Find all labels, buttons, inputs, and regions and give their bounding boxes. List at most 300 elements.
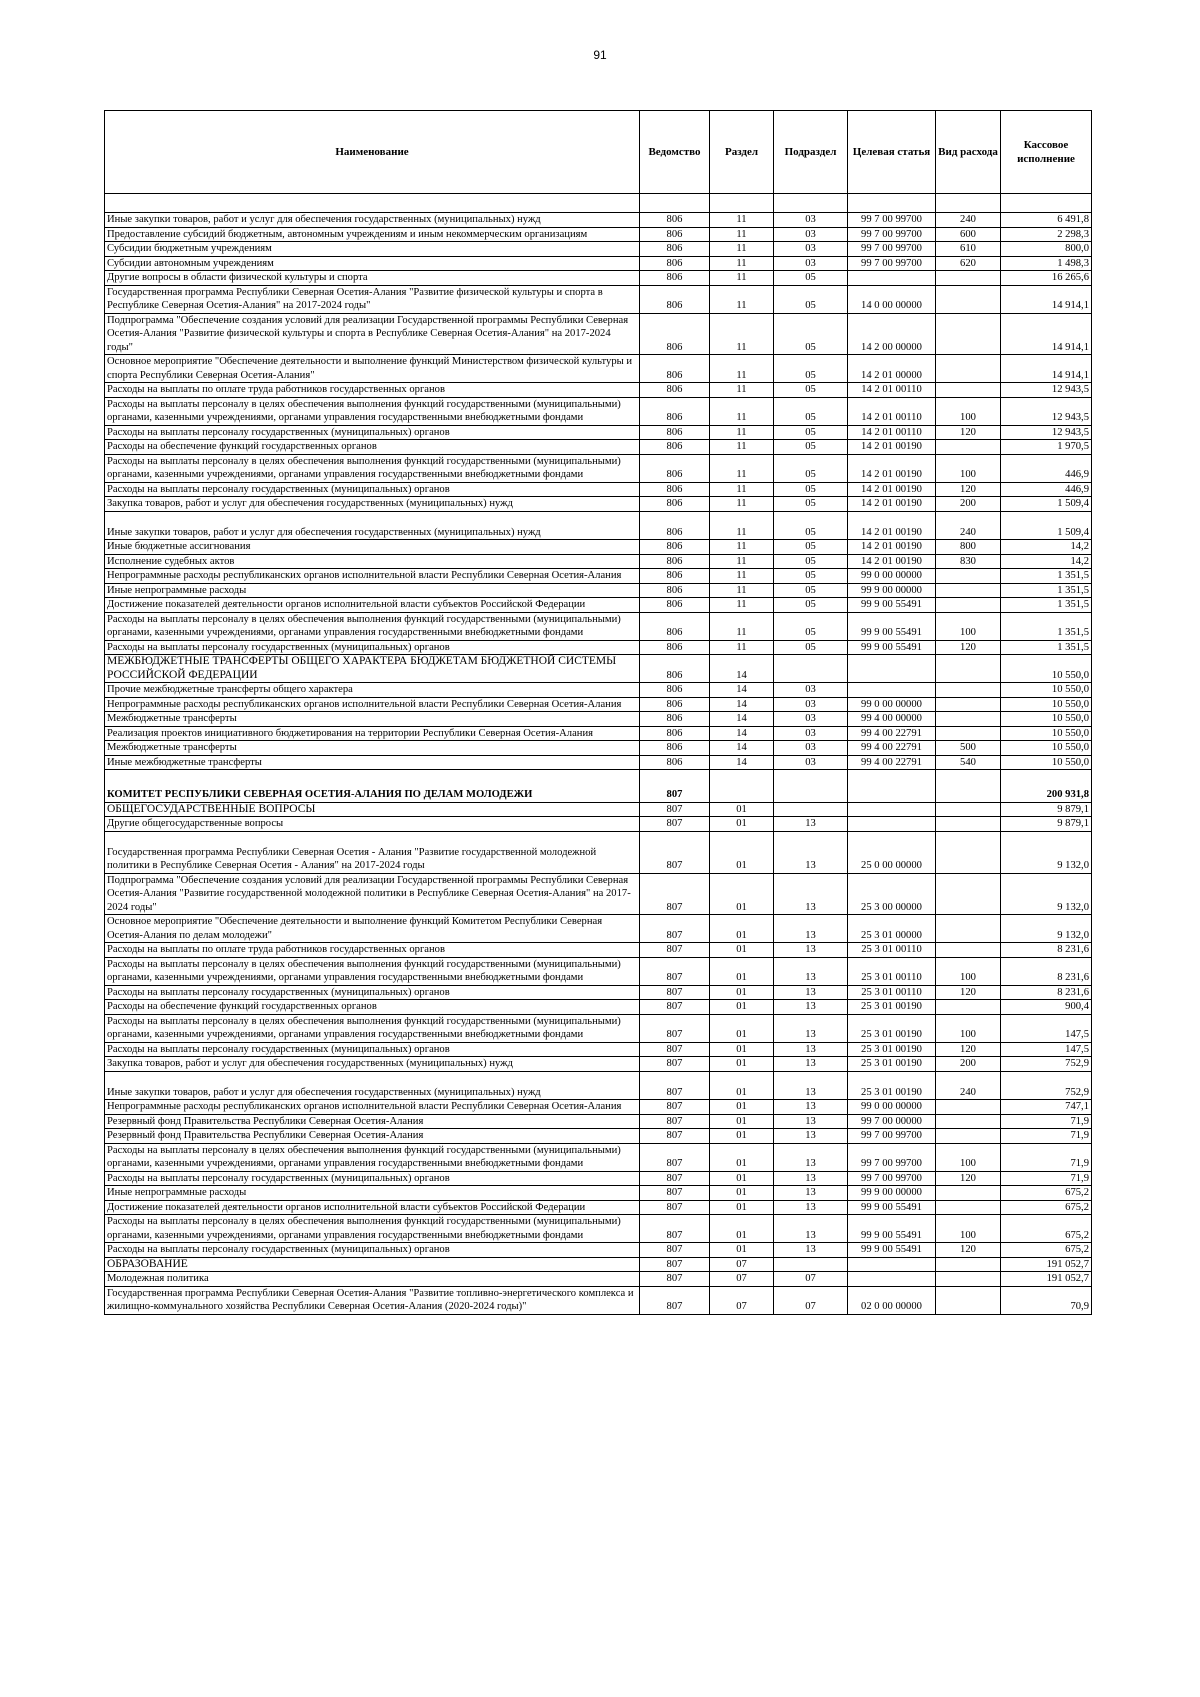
cell-podrazdel: 13 bbox=[774, 1057, 848, 1072]
cell-celevaya-statya: 14 2 01 00190 bbox=[848, 540, 936, 555]
cell-podrazdel: 13 bbox=[774, 1186, 848, 1201]
cell-vedomstvo: 807 bbox=[640, 788, 710, 802]
cell-vid-raskhoda: 100 bbox=[936, 957, 1001, 985]
cell-vid-raskhoda: 500 bbox=[936, 741, 1001, 756]
cell-kassovoe-ispolnenie: 1 351,5 bbox=[1001, 640, 1092, 655]
cell-podrazdel: 13 bbox=[774, 1200, 848, 1215]
cell-razdel: 11 bbox=[710, 397, 774, 425]
cell-kassovoe-ispolnenie: 14 914,1 bbox=[1001, 355, 1092, 383]
cell-podrazdel: 03 bbox=[774, 213, 848, 228]
cell-vid-raskhoda bbox=[936, 598, 1001, 613]
cell-podrazdel: 05 bbox=[774, 271, 848, 286]
table-row bbox=[105, 612, 1092, 640]
cell-name: Расходы на обеспечение функций государственных органов bbox=[105, 1000, 640, 1015]
table-row bbox=[105, 655, 1092, 683]
cell-razdel: 11 bbox=[710, 598, 774, 613]
page-number: 91 bbox=[593, 48, 607, 62]
cell-vid-raskhoda bbox=[936, 1200, 1001, 1215]
cell-celevaya-statya: 99 7 00 99700 bbox=[848, 213, 936, 228]
cell-celevaya-statya: 99 0 00 00000 bbox=[848, 1100, 936, 1115]
table-row bbox=[105, 271, 1092, 286]
cell-podrazdel: 13 bbox=[774, 1100, 848, 1115]
cell-vedomstvo: 806 bbox=[640, 755, 710, 770]
cell-kassovoe-ispolnenie bbox=[1001, 770, 1092, 789]
cell-name: Расходы на выплаты персоналу в целях обеспечения выполнения функций государственными (муниципальными) органами, казенными учреждениями, органами управления государственными внебюджетными фондами bbox=[105, 454, 640, 482]
cell-razdel: 01 bbox=[710, 1000, 774, 1015]
table-row bbox=[105, 1272, 1092, 1287]
header-vid-raskhoda: Вид расхода bbox=[936, 111, 1001, 194]
cell-podrazdel: 05 bbox=[774, 425, 848, 440]
cell-vid-raskhoda bbox=[936, 655, 1001, 683]
table-row bbox=[105, 482, 1092, 497]
cell-vedomstvo: 806 bbox=[640, 397, 710, 425]
cell-celevaya-statya: 99 9 00 00000 bbox=[848, 583, 936, 598]
cell-kassovoe-ispolnenie: 8 231,6 bbox=[1001, 985, 1092, 1000]
cell-vid-raskhoda bbox=[936, 915, 1001, 943]
cell-celevaya-statya: 99 9 00 55491 bbox=[848, 1243, 936, 1258]
cell-celevaya-statya: 25 3 01 00190 bbox=[848, 1014, 936, 1042]
cell-vedomstvo: 807 bbox=[640, 1186, 710, 1201]
cell-vedomstvo: 806 bbox=[640, 655, 710, 683]
table-row bbox=[105, 1200, 1092, 1215]
cell-podrazdel: 05 bbox=[774, 454, 848, 482]
table-row bbox=[105, 213, 1092, 228]
cell-razdel: 11 bbox=[710, 271, 774, 286]
cell-vid-raskhoda bbox=[936, 194, 1001, 213]
cell-name: Расходы на выплаты персоналу государственных (муниципальных) органов bbox=[105, 425, 640, 440]
cell-name: МЕЖБЮДЖЕТНЫЕ ТРАНСФЕРТЫ ОБЩЕГО ХАРАКТЕРА БЮДЖЕТАМ БЮДЖЕТНОЙ СИСТЕМЫ РОССИЙСКОЙ ФЕДЕРАЦИИ bbox=[105, 655, 640, 683]
cell-celevaya-statya: 14 2 01 00190 bbox=[848, 554, 936, 569]
table-row bbox=[105, 425, 1092, 440]
cell-name: Прочие межбюджетные трансферты общего характера bbox=[105, 683, 640, 698]
cell-razdel: 11 bbox=[710, 640, 774, 655]
cell-razdel: 11 bbox=[710, 482, 774, 497]
cell-podrazdel bbox=[774, 770, 848, 789]
cell-name: Расходы на выплаты персоналу государственных (муниципальных) органов bbox=[105, 1243, 640, 1258]
cell-razdel: 11 bbox=[710, 440, 774, 455]
cell-name: Достижение показателей деятельности органов исполнительной власти субъектов Российской Федерации bbox=[105, 1200, 640, 1215]
table-row bbox=[105, 454, 1092, 482]
cell-podrazdel bbox=[774, 802, 848, 817]
cell-vedomstvo: 807 bbox=[640, 1243, 710, 1258]
cell-podrazdel: 05 bbox=[774, 482, 848, 497]
cell-podrazdel: 03 bbox=[774, 256, 848, 271]
cell-podrazdel: 05 bbox=[774, 355, 848, 383]
cell-podrazdel: 13 bbox=[774, 1171, 848, 1186]
cell-podrazdel: 05 bbox=[774, 313, 848, 355]
cell-name: Иные бюджетные ассигнования bbox=[105, 540, 640, 555]
cell-vedomstvo: 807 bbox=[640, 1114, 710, 1129]
cell-podrazdel: 13 bbox=[774, 915, 848, 943]
cell-name: Расходы на выплаты персоналу государственных (муниципальных) органов bbox=[105, 1042, 640, 1057]
cell-kassovoe-ispolnenie: 1 509,4 bbox=[1001, 511, 1092, 540]
cell-podrazdel: 05 bbox=[774, 569, 848, 584]
cell-vid-raskhoda: 600 bbox=[936, 227, 1001, 242]
cell-name: Расходы на выплаты по оплате труда работников государственных органов bbox=[105, 943, 640, 958]
table-row bbox=[105, 1243, 1092, 1258]
cell-celevaya-statya: 99 0 00 00000 bbox=[848, 569, 936, 584]
cell-celevaya-statya: 14 2 01 00110 bbox=[848, 425, 936, 440]
cell-celevaya-statya: 99 7 00 99700 bbox=[848, 1129, 936, 1144]
header-vedomstvo: Ведомство bbox=[640, 111, 710, 194]
cell-vid-raskhoda bbox=[936, 285, 1001, 313]
cell-name bbox=[105, 770, 640, 789]
cell-razdel: 14 bbox=[710, 697, 774, 712]
table-row bbox=[105, 383, 1092, 398]
table-row bbox=[105, 355, 1092, 383]
table-row bbox=[105, 1129, 1092, 1144]
cell-vedomstvo: 806 bbox=[640, 482, 710, 497]
cell-kassovoe-ispolnenie: 900,4 bbox=[1001, 1000, 1092, 1015]
cell-vid-raskhoda bbox=[936, 943, 1001, 958]
cell-kassovoe-ispolnenie: 10 550,0 bbox=[1001, 726, 1092, 741]
cell-vid-raskhoda bbox=[936, 873, 1001, 915]
table-row bbox=[105, 227, 1092, 242]
cell-vid-raskhoda bbox=[936, 1114, 1001, 1129]
cell-celevaya-statya: 99 4 00 22791 bbox=[848, 741, 936, 756]
table-row bbox=[105, 285, 1092, 313]
table-row bbox=[105, 831, 1092, 873]
cell-razdel: 14 bbox=[710, 755, 774, 770]
cell-razdel: 14 bbox=[710, 655, 774, 683]
cell-name: Государственная программа Республики Северная Осетия-Алания "Развитие топливно-энергетического комплекса и жилищно-коммунального хозяйства Республики Северная Осетия-Алания (2020-2024 годы)" bbox=[105, 1286, 640, 1314]
cell-vid-raskhoda bbox=[936, 1272, 1001, 1287]
cell-vid-raskhoda: 540 bbox=[936, 755, 1001, 770]
cell-vedomstvo: 807 bbox=[640, 1215, 710, 1243]
cell-kassovoe-ispolnenie: 1 351,5 bbox=[1001, 598, 1092, 613]
table-row bbox=[105, 1057, 1092, 1072]
table-row bbox=[105, 873, 1092, 915]
cell-kassovoe-ispolnenie: 71,9 bbox=[1001, 1129, 1092, 1144]
cell-name: Непрограммные расходы республиканских органов исполнительной власти Республики Северная Осетия-Алания bbox=[105, 697, 640, 712]
cell-vid-raskhoda bbox=[936, 1186, 1001, 1201]
cell-vedomstvo: 807 bbox=[640, 1057, 710, 1072]
table-row bbox=[105, 194, 1092, 213]
cell-razdel: 01 bbox=[710, 1042, 774, 1057]
table-row bbox=[105, 985, 1092, 1000]
cell-name: Закупка товаров, работ и услуг для обеспечения государственных (муниципальных) нужд bbox=[105, 497, 640, 512]
table-row bbox=[105, 256, 1092, 271]
cell-celevaya-statya: 14 2 01 00110 bbox=[848, 383, 936, 398]
cell-podrazdel: 05 bbox=[774, 583, 848, 598]
cell-vedomstvo: 806 bbox=[640, 612, 710, 640]
cell-podrazdel: 13 bbox=[774, 873, 848, 915]
header-celevaya-statya: Целевая статья bbox=[848, 111, 936, 194]
cell-vid-raskhoda bbox=[936, 313, 1001, 355]
cell-vedomstvo: 807 bbox=[640, 831, 710, 873]
cell-celevaya-statya: 99 7 00 99700 bbox=[848, 256, 936, 271]
cell-vid-raskhoda: 610 bbox=[936, 242, 1001, 257]
cell-vedomstvo: 806 bbox=[640, 511, 710, 540]
cell-celevaya-statya: 99 9 00 55491 bbox=[848, 1200, 936, 1215]
cell-kassovoe-ispolnenie: 10 550,0 bbox=[1001, 712, 1092, 727]
cell-celevaya-statya: 14 0 00 00000 bbox=[848, 285, 936, 313]
table-row bbox=[105, 957, 1092, 985]
cell-vedomstvo: 807 bbox=[640, 1042, 710, 1057]
cell-kassovoe-ispolnenie: 14 914,1 bbox=[1001, 285, 1092, 313]
cell-kassovoe-ispolnenie: 2 298,3 bbox=[1001, 227, 1092, 242]
cell-vedomstvo: 806 bbox=[640, 256, 710, 271]
cell-kassovoe-ispolnenie: 71,9 bbox=[1001, 1143, 1092, 1171]
cell-podrazdel: 03 bbox=[774, 683, 848, 698]
cell-vedomstvo bbox=[640, 194, 710, 213]
cell-celevaya-statya: 25 3 01 00190 bbox=[848, 1071, 936, 1100]
cell-kassovoe-ispolnenie: 747,1 bbox=[1001, 1100, 1092, 1115]
cell-celevaya-statya bbox=[848, 1257, 936, 1272]
cell-celevaya-statya: 14 2 00 00000 bbox=[848, 313, 936, 355]
cell-razdel: 01 bbox=[710, 802, 774, 817]
table-row bbox=[105, 741, 1092, 756]
cell-razdel: 01 bbox=[710, 1143, 774, 1171]
cell-name: Межбюджетные трансферты bbox=[105, 712, 640, 727]
cell-name: Основное мероприятие "Обеспечение деятельности и выполнение функций Министерством физической культуры и спорта Республики Северная Осетия-Алания" bbox=[105, 355, 640, 383]
cell-kassovoe-ispolnenie: 9 879,1 bbox=[1001, 817, 1092, 832]
cell-celevaya-statya: 99 4 00 22791 bbox=[848, 726, 936, 741]
cell-vid-raskhoda bbox=[936, 1129, 1001, 1144]
cell-celevaya-statya bbox=[848, 770, 936, 789]
cell-vid-raskhoda: 120 bbox=[936, 425, 1001, 440]
cell-vid-raskhoda bbox=[936, 1257, 1001, 1272]
table-row bbox=[105, 569, 1092, 584]
cell-razdel: 01 bbox=[710, 957, 774, 985]
cell-razdel: 11 bbox=[710, 355, 774, 383]
cell-podrazdel: 13 bbox=[774, 1014, 848, 1042]
cell-name: Расходы на выплаты персоналу в целях обеспечения выполнения функций государственными (муниципальными) органами, казенными учреждениями, органами управления государственными внебюджетными фондами bbox=[105, 1143, 640, 1171]
cell-name: Расходы на выплаты персоналу в целях обеспечения выполнения функций государственными (муниципальными) органами, казенными учреждениями, органами управления государственными внебюджетными фондами bbox=[105, 1215, 640, 1243]
cell-podrazdel bbox=[774, 788, 848, 802]
cell-razdel: 07 bbox=[710, 1257, 774, 1272]
cell-name: Расходы на выплаты персоналу в целях обеспечения выполнения функций государственными (муниципальными) органами, казенными учреждениями, органами управления государственными внебюджетными фондами bbox=[105, 397, 640, 425]
cell-vedomstvo: 807 bbox=[640, 985, 710, 1000]
cell-celevaya-statya: 25 3 01 00190 bbox=[848, 1042, 936, 1057]
cell-podrazdel: 05 bbox=[774, 511, 848, 540]
cell-razdel: 01 bbox=[710, 1200, 774, 1215]
table-row bbox=[105, 242, 1092, 257]
cell-name: Непрограммные расходы республиканских органов исполнительной власти Республики Северная Осетия-Алания bbox=[105, 569, 640, 584]
cell-razdel: 01 bbox=[710, 1057, 774, 1072]
cell-vedomstvo: 806 bbox=[640, 741, 710, 756]
cell-podrazdel: 05 bbox=[774, 440, 848, 455]
cell-celevaya-statya: 99 7 00 99700 bbox=[848, 242, 936, 257]
cell-razdel: 11 bbox=[710, 554, 774, 569]
table-row bbox=[105, 1114, 1092, 1129]
cell-kassovoe-ispolnenie: 675,2 bbox=[1001, 1186, 1092, 1201]
cell-name: Предоставление субсидий бюджетным, автономным учреждениям и иным некоммерческим организациям bbox=[105, 227, 640, 242]
cell-kassovoe-ispolnenie: 752,9 bbox=[1001, 1057, 1092, 1072]
cell-podrazdel: 05 bbox=[774, 383, 848, 398]
cell-name: Резервный фонд Правительства Республики Северная Осетия-Алания bbox=[105, 1129, 640, 1144]
cell-celevaya-statya: 99 7 00 00000 bbox=[848, 1114, 936, 1129]
cell-celevaya-statya: 25 3 01 00000 bbox=[848, 915, 936, 943]
cell-vid-raskhoda bbox=[936, 770, 1001, 789]
cell-razdel: 01 bbox=[710, 1243, 774, 1258]
cell-razdel: 11 bbox=[710, 227, 774, 242]
cell-kassovoe-ispolnenie: 1 498,3 bbox=[1001, 256, 1092, 271]
cell-vedomstvo: 807 bbox=[640, 1257, 710, 1272]
cell-celevaya-statya: 99 7 00 99700 bbox=[848, 227, 936, 242]
cell-vedomstvo: 806 bbox=[640, 712, 710, 727]
cell-podrazdel: 07 bbox=[774, 1286, 848, 1314]
cell-podrazdel bbox=[774, 655, 848, 683]
cell-vid-raskhoda bbox=[936, 697, 1001, 712]
cell-kassovoe-ispolnenie: 446,9 bbox=[1001, 454, 1092, 482]
cell-razdel: 11 bbox=[710, 612, 774, 640]
cell-vedomstvo: 806 bbox=[640, 425, 710, 440]
cell-name: Расходы на выплаты персоналу государственных (муниципальных) органов bbox=[105, 640, 640, 655]
cell-name: Иные закупки товаров, работ и услуг для обеспечения государственных (муниципальных) нужд bbox=[105, 213, 640, 228]
cell-name: Расходы на обеспечение функций государственных органов bbox=[105, 440, 640, 455]
cell-vedomstvo: 806 bbox=[640, 383, 710, 398]
cell-name: Закупка товаров, работ и услуг для обеспечения государственных (муниципальных) нужд bbox=[105, 1057, 640, 1072]
header-razdel: Раздел bbox=[710, 111, 774, 194]
cell-name: Иные межбюджетные трансферты bbox=[105, 755, 640, 770]
cell-podrazdel: 13 bbox=[774, 943, 848, 958]
cell-celevaya-statya: 14 2 01 00190 bbox=[848, 482, 936, 497]
table-row bbox=[105, 943, 1092, 958]
cell-podrazdel: 03 bbox=[774, 242, 848, 257]
cell-razdel: 07 bbox=[710, 1272, 774, 1287]
cell-vedomstvo: 806 bbox=[640, 271, 710, 286]
cell-vid-raskhoda: 120 bbox=[936, 1243, 1001, 1258]
cell-vid-raskhoda: 100 bbox=[936, 1215, 1001, 1243]
cell-podrazdel: 13 bbox=[774, 1042, 848, 1057]
cell-kassovoe-ispolnenie: 200 931,8 bbox=[1001, 788, 1092, 802]
cell-name: Исполнение судебных актов bbox=[105, 554, 640, 569]
cell-celevaya-statya: 99 9 00 55491 bbox=[848, 612, 936, 640]
cell-vid-raskhoda: 200 bbox=[936, 1057, 1001, 1072]
cell-celevaya-statya bbox=[848, 194, 936, 213]
cell-kassovoe-ispolnenie: 1 351,5 bbox=[1001, 612, 1092, 640]
table-row bbox=[105, 1171, 1092, 1186]
cell-celevaya-statya: 99 9 00 55491 bbox=[848, 640, 936, 655]
cell-podrazdel: 13 bbox=[774, 1143, 848, 1171]
cell-podrazdel: 05 bbox=[774, 540, 848, 555]
cell-name: Основное мероприятие "Обеспечение деятельности и выполнение функций Комитетом Республики Северная Осетия-Алания по делам молодежи" bbox=[105, 915, 640, 943]
cell-razdel: 01 bbox=[710, 1114, 774, 1129]
cell-razdel: 01 bbox=[710, 1129, 774, 1144]
cell-vedomstvo: 806 bbox=[640, 440, 710, 455]
cell-podrazdel: 03 bbox=[774, 755, 848, 770]
table-row bbox=[105, 440, 1092, 455]
cell-podrazdel: 03 bbox=[774, 697, 848, 712]
cell-name: Подпрограмма "Обеспечение создания условий для реализации Государственной программы Республики Северная Осетия-Алания "Развитие государственной молодежной политики в Республике Северная Осетия-Алания" на 2017-2024 годы" bbox=[105, 873, 640, 915]
cell-name: Государственная программа Республики Северная Осетия - Алания "Развитие государственной молодежной политики в Республике Северная Осетия - Алания" на 2017-2024 годы bbox=[105, 831, 640, 873]
cell-name: Резервный фонд Правительства Республики Северная Осетия-Алания bbox=[105, 1114, 640, 1129]
cell-vedomstvo: 807 bbox=[640, 1286, 710, 1314]
table-row bbox=[105, 712, 1092, 727]
cell-podrazdel: 13 bbox=[774, 957, 848, 985]
cell-celevaya-statya: 25 3 01 00190 bbox=[848, 1000, 936, 1015]
cell-kassovoe-ispolnenie: 70,9 bbox=[1001, 1286, 1092, 1314]
cell-vedomstvo: 806 bbox=[640, 540, 710, 555]
cell-kassovoe-ispolnenie: 1 509,4 bbox=[1001, 497, 1092, 512]
cell-celevaya-statya: 25 3 01 00110 bbox=[848, 943, 936, 958]
cell-celevaya-statya: 25 0 00 00000 bbox=[848, 831, 936, 873]
cell-vedomstvo: 807 bbox=[640, 957, 710, 985]
cell-vedomstvo: 807 bbox=[640, 1000, 710, 1015]
cell-vid-raskhoda: 120 bbox=[936, 1042, 1001, 1057]
cell-vedomstvo: 807 bbox=[640, 1143, 710, 1171]
cell-kassovoe-ispolnenie: 10 550,0 bbox=[1001, 697, 1092, 712]
cell-vedomstvo: 807 bbox=[640, 1200, 710, 1215]
cell-vid-raskhoda: 200 bbox=[936, 497, 1001, 512]
cell-vedomstvo: 806 bbox=[640, 213, 710, 228]
cell-celevaya-statya: 25 3 01 00110 bbox=[848, 957, 936, 985]
cell-podrazdel: 13 bbox=[774, 831, 848, 873]
table-row bbox=[105, 1215, 1092, 1243]
cell-celevaya-statya: 14 2 01 00110 bbox=[848, 397, 936, 425]
cell-vedomstvo: 807 bbox=[640, 1014, 710, 1042]
cell-vedomstvo: 806 bbox=[640, 497, 710, 512]
cell-kassovoe-ispolnenie: 12 943,5 bbox=[1001, 425, 1092, 440]
cell-vid-raskhoda: 100 bbox=[936, 612, 1001, 640]
cell-vedomstvo: 807 bbox=[640, 1100, 710, 1115]
cell-razdel: 01 bbox=[710, 1215, 774, 1243]
cell-celevaya-statya bbox=[848, 817, 936, 832]
cell-razdel: 01 bbox=[710, 943, 774, 958]
cell-name: Расходы на выплаты персоналу государственных (муниципальных) органов bbox=[105, 985, 640, 1000]
cell-name: Иные непрограммные расходы bbox=[105, 583, 640, 598]
table-row bbox=[105, 915, 1092, 943]
cell-vedomstvo: 806 bbox=[640, 313, 710, 355]
cell-kassovoe-ispolnenie: 675,2 bbox=[1001, 1243, 1092, 1258]
cell-vid-raskhoda bbox=[936, 1100, 1001, 1115]
cell-name: Субсидии автономным учреждениям bbox=[105, 256, 640, 271]
cell-podrazdel: 13 bbox=[774, 1129, 848, 1144]
cell-podrazdel: 13 bbox=[774, 1215, 848, 1243]
cell-vid-raskhoda: 100 bbox=[936, 397, 1001, 425]
cell-celevaya-statya: 99 7 00 99700 bbox=[848, 1143, 936, 1171]
table-row bbox=[105, 755, 1092, 770]
cell-podrazdel: 13 bbox=[774, 1000, 848, 1015]
cell-vid-raskhoda bbox=[936, 383, 1001, 398]
cell-name: Государственная программа Республики Северная Осетия-Алания "Развитие физической культуры и спорта в Республике Северная Осетия-Алания" на 2017-2024 годы" bbox=[105, 285, 640, 313]
cell-kassovoe-ispolnenie: 675,2 bbox=[1001, 1215, 1092, 1243]
cell-kassovoe-ispolnenie: 9 132,0 bbox=[1001, 873, 1092, 915]
cell-podrazdel: 03 bbox=[774, 712, 848, 727]
cell-podrazdel: 13 bbox=[774, 1114, 848, 1129]
cell-celevaya-statya bbox=[848, 683, 936, 698]
cell-kassovoe-ispolnenie: 9 879,1 bbox=[1001, 802, 1092, 817]
table-row bbox=[105, 497, 1092, 512]
cell-razdel: 01 bbox=[710, 1171, 774, 1186]
cell-name: Расходы на выплаты персоналу в целях обеспечения выполнения функций государственными (муниципальными) органами, казенными учреждениями, органами управления государственными внебюджетными фондами bbox=[105, 1014, 640, 1042]
cell-celevaya-statya: 99 0 00 00000 bbox=[848, 697, 936, 712]
cell-podrazdel: 03 bbox=[774, 741, 848, 756]
cell-vid-raskhoda bbox=[936, 1000, 1001, 1015]
cell-celevaya-statya bbox=[848, 271, 936, 286]
cell-kassovoe-ispolnenie: 14,2 bbox=[1001, 554, 1092, 569]
cell-vedomstvo: 807 bbox=[640, 1129, 710, 1144]
cell-razdel: 11 bbox=[710, 242, 774, 257]
cell-vedomstvo: 807 bbox=[640, 1272, 710, 1287]
cell-razdel: 01 bbox=[710, 873, 774, 915]
cell-celevaya-statya: 14 2 01 00190 bbox=[848, 511, 936, 540]
cell-vid-raskhoda: 800 bbox=[936, 540, 1001, 555]
cell-celevaya-statya: 99 4 00 00000 bbox=[848, 712, 936, 727]
cell-razdel: 14 bbox=[710, 683, 774, 698]
cell-kassovoe-ispolnenie: 147,5 bbox=[1001, 1014, 1092, 1042]
table-row bbox=[105, 511, 1092, 540]
table-row bbox=[105, 640, 1092, 655]
cell-kassovoe-ispolnenie: 71,9 bbox=[1001, 1114, 1092, 1129]
cell-kassovoe-ispolnenie: 1 970,5 bbox=[1001, 440, 1092, 455]
cell-name: КОМИТЕТ РЕСПУБЛИКИ СЕВЕРНАЯ ОСЕТИЯ-АЛАНИЯ ПО ДЕЛАМ МОЛОДЕЖИ bbox=[105, 788, 640, 802]
cell-vedomstvo: 806 bbox=[640, 227, 710, 242]
cell-celevaya-statya bbox=[848, 788, 936, 802]
cell-name: Другие общегосударственные вопросы bbox=[105, 817, 640, 832]
cell-razdel: 01 bbox=[710, 985, 774, 1000]
